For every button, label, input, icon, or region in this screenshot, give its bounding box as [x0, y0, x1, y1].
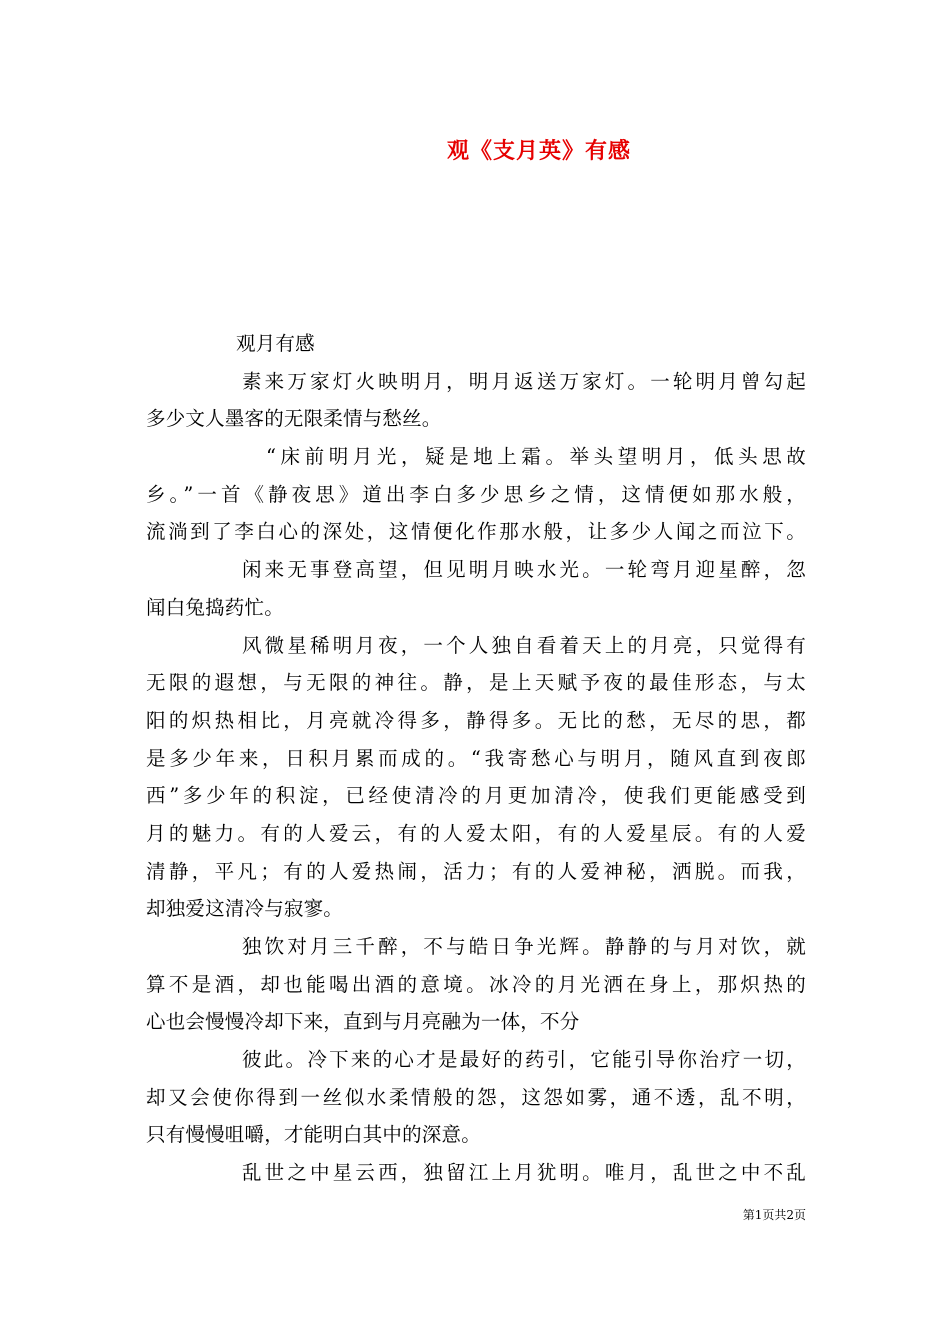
paragraph-line: 流淌到了李白心的深处，这情便化作那水般，让多少人闻之而泣下。: [146, 520, 806, 544]
paragraph-line: 乡。”一首《静夜思》道出李白多少思乡之情，这情便如那水般，: [146, 482, 806, 506]
paragraph-line: 心也会慢慢冷却下来，直到与月亮融为一体，不分: [146, 1010, 580, 1034]
paragraph-line: 清静，平凡；有的人爱热闹，活力；有的人爱神秘，洒脱。而我，: [146, 859, 806, 883]
document-title: 观《支月英》有感: [446, 138, 631, 164]
paragraph-line: 却又会使你得到一丝似水柔情般的怨，这怨如雾，通不透，乱不明，: [146, 1085, 806, 1109]
paragraph-line: 闲来无事登高望，但见明月映水光。一轮弯月迎星醉，忽: [242, 558, 806, 582]
paragraph-line: 无限的遐想，与无限的神往。静，是上天赋予夜的最佳形态，与太: [146, 671, 806, 695]
paragraph-line: 却独爱这清冷与寂寥。: [146, 897, 344, 921]
page-number: 第1页共2页: [742, 1208, 806, 1222]
section-heading: 观月有感: [236, 332, 315, 355]
paragraph-line: 阳的炽热相比，月亮就冷得多，静得多。无比的愁，无尽的思，都: [146, 708, 806, 732]
paragraph-line: 只有慢慢咀嚼，才能明白其中的深意。: [146, 1123, 481, 1147]
paragraph-line: 乱世之中星云西，独留江上月犹明。唯月，乱世之中不乱: [242, 1161, 806, 1185]
paragraph-line: 多少文人墨客的无限柔情与愁丝。: [146, 407, 442, 431]
document-body: [146, 325, 806, 1192]
paragraph-line: 闻白兔捣药忙。: [146, 595, 284, 619]
paragraph-line: 算不是酒，却也能喝出酒的意境。冰冷的月光洒在身上，那炽热的: [146, 972, 806, 996]
paragraph-line: 风微星稀明月夜，一个人独自看着天上的月亮，只觉得有: [242, 633, 806, 657]
paragraph-line: “床前明月光，疑是地上霜。举头望明月，低头思故: [266, 445, 806, 469]
paragraph-line: 素来万家灯火映明月，明月返送万家灯。一轮明月曾勾起: [242, 369, 806, 393]
paragraph-line: 西”多少年的积淀，已经使清冷的月更加清冷，使我们更能感受到: [146, 784, 806, 808]
paragraph-line: 是多少年来，日积月累而成的。“我寄愁心与明月，随风直到夜郎: [146, 746, 806, 770]
paragraph-line: 彼此。冷下来的心才是最好的药引，它能引导你治疗一切，: [242, 1048, 806, 1072]
paragraph-line: 独饮对月三千醉，不与皓日争光辉。静静的与月对饮，就: [242, 935, 806, 958]
paragraph-line: 月的魅力。有的人爱云，有的人爱太阳，有的人爱星辰。有的人爱: [146, 821, 806, 845]
